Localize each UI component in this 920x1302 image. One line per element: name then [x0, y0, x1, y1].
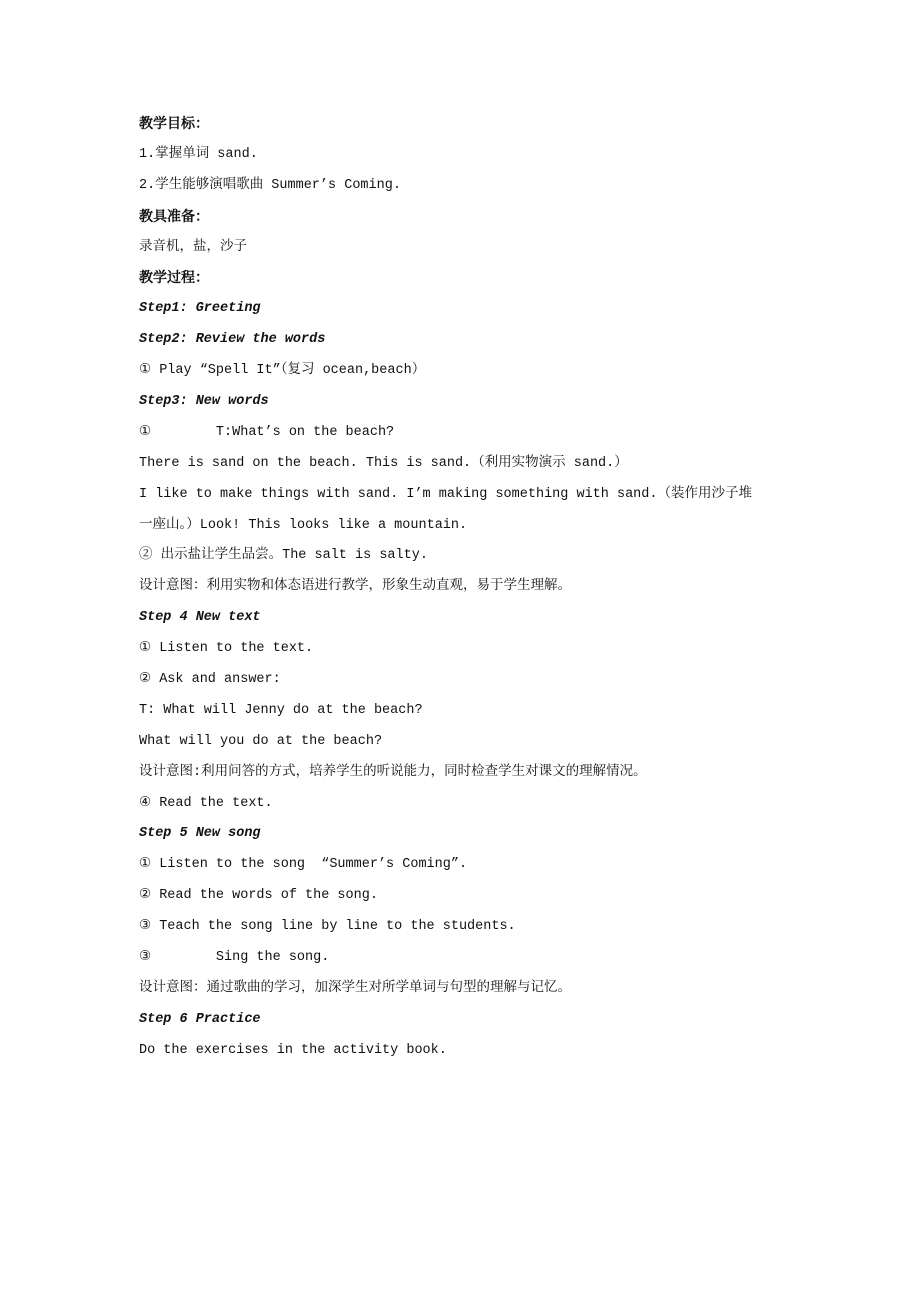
text-line: 设计意图:利用问答的方式，培养学生的听说能力，同时检查学生对课文的理解情况。	[139, 764, 647, 780]
text-line: 设计意图：通过歌曲的学习，加深学生对所学单词与句型的理解与记忆。	[139, 980, 571, 996]
section-heading: 教学过程：	[139, 270, 209, 287]
step-heading: Step 5 New song	[139, 826, 261, 842]
step-heading: Step 4 New text	[139, 610, 261, 626]
text-line: ② Ask and answer:	[139, 672, 281, 688]
text-line: What will you do at the beach?	[139, 733, 383, 749]
text-line: ③ Teach the song line by line to the students.	[139, 919, 516, 935]
text-line: ① Listen to the text.	[139, 641, 314, 657]
section-heading: 教学目标：	[139, 116, 209, 132]
text-line: 一座山。）Look! This looks like a mountain.	[139, 517, 468, 533]
text-line: T: What will Jenny do at the beach?	[139, 702, 423, 718]
text-line: ④ Read the text.	[139, 795, 273, 811]
text-line: ② 出示盐让学生品尝。The salt is salty.	[139, 548, 428, 564]
text-line: 录音机，盐，沙子	[139, 239, 247, 255]
lesson-plan-document	[139, 109, 819, 1067]
step-heading: Step1: Greeting	[139, 301, 261, 317]
step-heading: Step3: New words	[139, 394, 269, 410]
step-heading: Step 6 Practice	[139, 1011, 261, 1027]
text-line: ② Read the words of the song.	[139, 888, 378, 904]
text-line: There is sand on the beach. This is sand.（利用实物演示 sand.）	[139, 455, 628, 471]
text-line: ① Play “Spell It”（复习 ocean,beach）	[139, 363, 426, 379]
text-line: Do the exercises in the activity book.	[139, 1042, 447, 1058]
text-line: ① T:What’s on the beach?	[139, 424, 395, 440]
text-line: 2.学生能够演唱歌曲 Summer’s Coming.	[139, 177, 401, 193]
text-line: 1.掌握单词 sand.	[139, 146, 258, 162]
text-line: ③ Sing the song.	[139, 950, 330, 966]
section-heading: 教具准备：	[139, 208, 209, 225]
text-line: ① Listen to the song “Summer’s Coming”.	[139, 857, 468, 873]
text-line: 设计意图：利用实物和体态语进行教学，形象生动直观，易于学生理解。	[139, 579, 571, 595]
step-heading: Step2: Review the words	[139, 332, 326, 348]
text-line: I like to make things with sand. I’m making something with sand.（装作用沙子堆	[139, 486, 752, 502]
